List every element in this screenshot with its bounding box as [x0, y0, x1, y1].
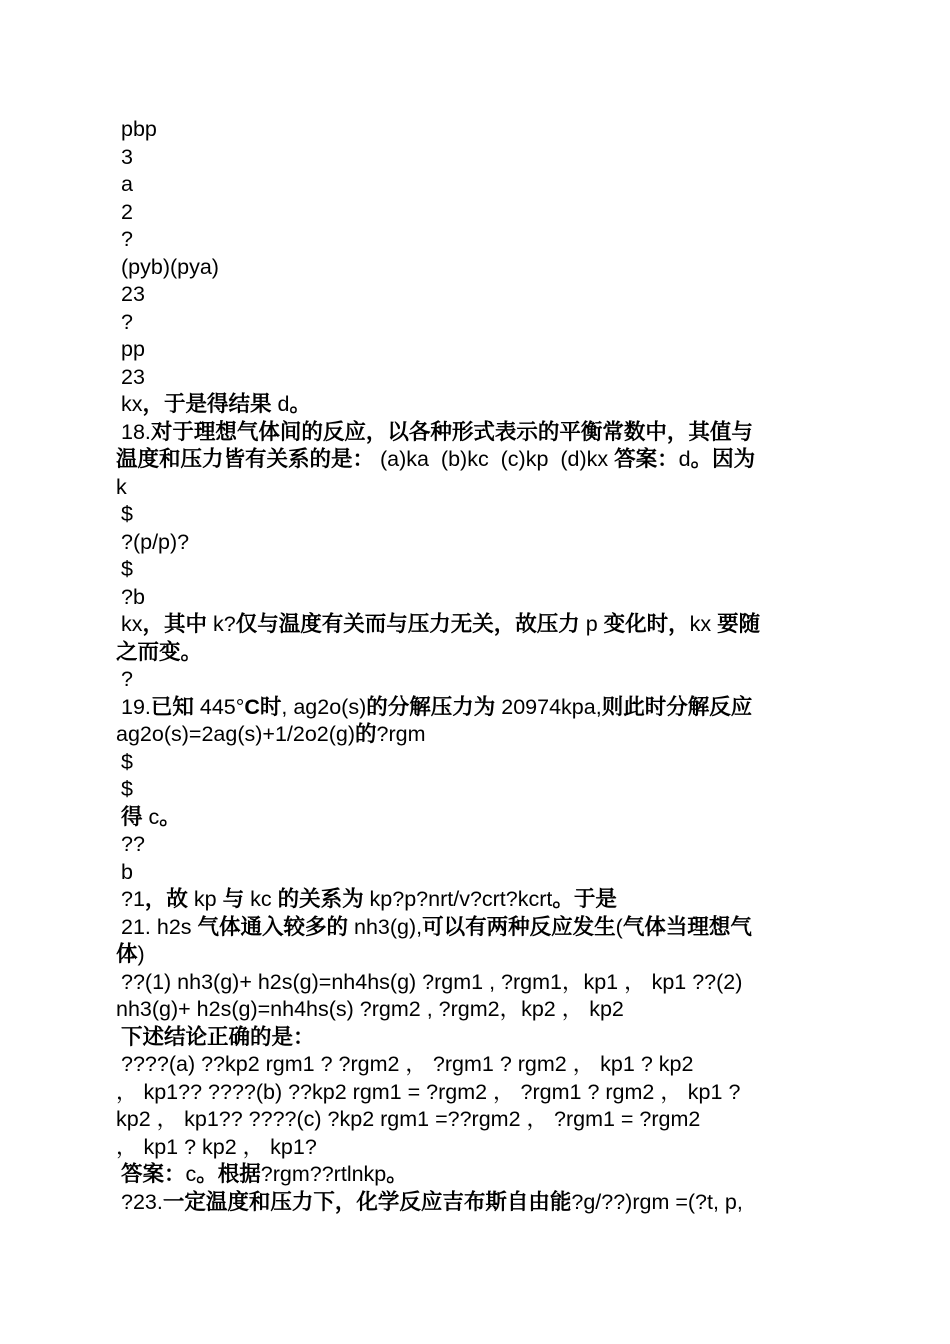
text-segment: kx: [121, 612, 143, 636]
text-segment: ?: [121, 227, 133, 251]
bold-text-segment: 气体当理想气: [622, 914, 752, 939]
bold-text-segment: 下述结论正确的是：: [121, 1024, 315, 1049]
text-line: [116, 776, 836, 804]
text-segment: $: [121, 557, 133, 581]
text-line: [116, 529, 836, 557]
text-segment: $: [121, 749, 133, 774]
text-segment: c: [185, 1162, 197, 1186]
text-segment: ??(1) nh3(g)+ h2s(g)=nh4hs(g) ?rgm1 , ?rgm1，kp1 ， kp1 ??(2): [121, 969, 743, 994]
text-line: [116, 391, 836, 419]
text-segment: ?: [121, 667, 133, 691]
text-line: [116, 199, 836, 227]
text-segment: ， kp1 ? kp2 ， kp1?: [116, 1134, 317, 1159]
text-line: [116, 611, 836, 639]
text-segment: 23: [121, 364, 145, 389]
text-line: [116, 116, 836, 144]
text-segment: pbp: [121, 117, 157, 141]
text-line: [116, 749, 836, 777]
text-line: [116, 969, 836, 997]
text-segment: , ag2o(s): [281, 694, 367, 719]
bold-text-segment: 变化时，: [603, 612, 690, 636]
text-line: [116, 1051, 836, 1079]
text-segment: d: [678, 447, 691, 471]
text-line: [116, 914, 836, 942]
text-segment: c: [142, 804, 160, 829]
bold-text-segment: 的关系为: [277, 887, 364, 911]
text-segment: ): [137, 942, 145, 966]
text-segment: nh3(g)+ h2s(g)=nh4hs(s) ?rgm2 , ?rgm2，kp2 ， kp2: [116, 997, 624, 1021]
text-line: [116, 639, 836, 667]
text-line: [116, 364, 836, 392]
text-line: [116, 281, 836, 309]
text-line: [116, 474, 836, 502]
document-page: [116, 116, 836, 1216]
text-segment: 19.: [121, 694, 151, 719]
text-line: [116, 1024, 836, 1052]
text-line: [116, 831, 836, 859]
bold-text-segment: 时: [259, 694, 282, 719]
text-segment: ?(p/p)?: [121, 529, 190, 554]
text-segment: kc: [244, 887, 278, 911]
text-segment: kx: [121, 392, 143, 416]
text-line: [116, 501, 836, 529]
text-segment: nh3(g),: [348, 914, 423, 939]
text-line: [116, 694, 836, 722]
text-line: [116, 336, 836, 364]
bold-text-segment: 。: [159, 804, 181, 829]
text-segment: pp: [121, 337, 145, 361]
text-line: [116, 666, 836, 694]
bold-text-segment: 的: [355, 722, 377, 746]
bold-text-segment: 已知: [150, 694, 194, 719]
text-line: [116, 1079, 836, 1107]
text-line: [116, 556, 836, 584]
text-segment: 23: [121, 282, 145, 306]
text-segment: ??: [121, 832, 145, 856]
text-line: [116, 1161, 836, 1189]
text-segment: (: [615, 914, 623, 939]
text-line: [116, 419, 836, 447]
text-line: [116, 446, 836, 474]
bold-text-segment: 。于是: [552, 887, 617, 911]
text-line: [116, 254, 836, 282]
bold-text-segment: 的分解压力为: [366, 694, 496, 719]
text-segment: $: [121, 777, 133, 801]
text-segment: k: [116, 474, 127, 499]
text-segment: 445°: [193, 694, 245, 719]
bold-text-segment: ，于是得结果: [142, 392, 272, 416]
bold-text-segment: 。: [289, 392, 311, 416]
bold-text-segment: 气体通入较多的: [197, 914, 349, 939]
text-segment: (pyb)(pya): [121, 254, 219, 279]
text-segment: kp: [187, 887, 223, 911]
text-segment: (a)ka (b)kc (c)kp (d)kx: [374, 447, 615, 471]
bold-text-segment: 温度和压力皆有关系的是：: [116, 447, 375, 471]
bold-text-segment: ，其中: [142, 612, 208, 636]
bold-text-segment: 则此时分解反应: [601, 694, 753, 719]
text-segment: ?rgm: [376, 722, 426, 746]
bold-text-segment: 。因为: [690, 447, 756, 471]
text-line: [116, 859, 836, 887]
text-segment: ， kp1?? ????(b) ??kp2 rgm1 = ?rgm2 ， ?rgm1 ? rgm2 ， kp1 ?: [116, 1079, 741, 1104]
text-segment: ?g/??)rgm =(?t, p,: [571, 1189, 743, 1214]
bold-text-segment: 仅与温度有关而与压力无关，故压力: [235, 612, 580, 636]
text-segment: kp?p?nrt/v?crt?kcrt: [363, 887, 553, 911]
text-line: [116, 144, 836, 172]
bold-text-segment: 答案：: [121, 1162, 186, 1186]
text-segment: ?b: [121, 584, 145, 609]
text-segment: ?: [121, 309, 133, 334]
text-segment: b: [121, 859, 133, 884]
text-segment: ?23.: [121, 1189, 163, 1214]
text-line: [116, 1134, 836, 1162]
text-segment: 21. h2s: [121, 914, 198, 939]
bold-text-segment: 答案：: [614, 447, 679, 471]
text-line: [116, 584, 836, 612]
text-segment: $: [121, 502, 133, 526]
bold-text-segment: 。: [386, 1162, 408, 1186]
text-segment: 20974kpa,: [495, 694, 602, 719]
text-segment: ?rgm??rtlnkp: [260, 1162, 387, 1186]
text-line: [116, 804, 836, 832]
text-line: [116, 171, 836, 199]
text-segment: 3: [121, 144, 133, 169]
text-line: [116, 226, 836, 254]
bold-text-segment: 体: [116, 942, 138, 966]
bold-text-segment: 可以有两种反应发生: [422, 914, 616, 939]
bold-text-segment: 之而变。: [116, 639, 203, 664]
text-segment: kx: [689, 612, 718, 636]
bold-text-segment: 。根据: [196, 1162, 261, 1186]
text-segment: ????(a) ??kp2 rgm1 ? ?rgm2 ， ?rgm1 ? rgm2 ， kp1 ? kp2: [121, 1052, 694, 1076]
bold-text-segment: 一定温度和压力下，化学反应吉布斯自由能: [162, 1189, 572, 1214]
text-line: [116, 1106, 836, 1134]
text-segment: d: [271, 392, 290, 416]
text-segment: 18.: [121, 419, 151, 444]
bold-text-segment: 与: [222, 887, 245, 911]
bold-text-segment: 对于理想气体间的反应，以各种形式表示的平衡常数中，其值与: [150, 419, 753, 444]
text-segment: kp2 ， kp1?? ????(c) ?kp2 rgm1 =??rgm2 ， ?rgm1 = ?rgm2: [116, 1107, 701, 1131]
text-segment: k?: [207, 612, 236, 636]
text-line: [116, 941, 836, 969]
text-line: [116, 309, 836, 337]
bold-text-segment: 要随: [717, 612, 761, 636]
bold-text-segment: C: [244, 694, 260, 719]
text-segment: 2: [121, 199, 133, 224]
text-line: [116, 886, 836, 914]
text-segment: p: [579, 612, 604, 636]
text-segment: ag2o(s)=2ag(s)+1/2o2(g): [116, 722, 356, 746]
text-segment: a: [121, 172, 133, 196]
bold-text-segment: 得: [121, 804, 143, 829]
text-line: [116, 996, 836, 1024]
text-line: [116, 1189, 836, 1217]
text-line: [116, 721, 836, 749]
text-segment: ?1: [121, 887, 145, 911]
bold-text-segment: ，故: [144, 887, 188, 911]
